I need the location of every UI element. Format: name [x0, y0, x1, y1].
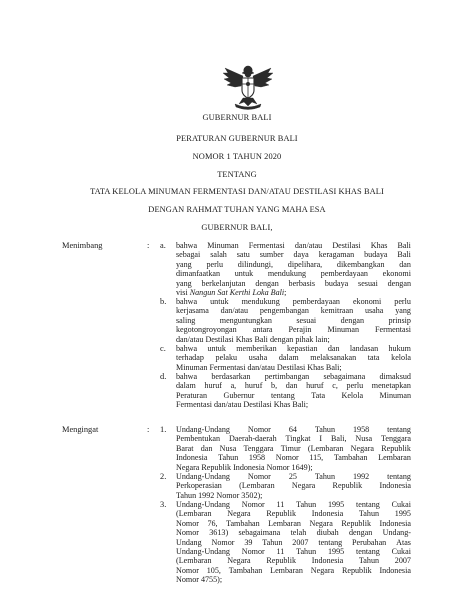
menimbang-marker-d: d.: [160, 372, 167, 381]
mengingat-1-line-4: Indonesia Tahun 1958 Nomor 115, Tambahan Lembaran: [176, 453, 411, 463]
mengingat-label: Mengingat: [62, 425, 99, 434]
regulation-title: PERATURAN GUBERNUR BALI: [176, 134, 298, 143]
mengingat-3-line-5: Undang Nomor 39 Tahun 2007 tentang Perubahan Atas: [176, 537, 411, 547]
mengingat-marker-2: 2.: [160, 472, 167, 481]
menimbang-marker-c: c.: [160, 344, 166, 353]
menimbang-marker-a: a.: [160, 241, 166, 250]
governor-signatory: GUBERNUR BALI,: [201, 223, 273, 232]
menimbang-d-line-4: Fermentasi dan/atau Destilasi Khas Bali;: [176, 400, 309, 410]
menimbang-label: Menimbang: [62, 241, 103, 250]
menimbang-a-line-2: sebagai salah satu sumber daya keragaman budaya Bali: [176, 250, 411, 260]
menimbang-b-line-4: kegotongroyongan antara Perajin Minuman Fermentasi: [176, 325, 411, 335]
mengingat-3-line-7: (Lembaran Negara Republik Indonesia Tahun 2007: [176, 556, 411, 566]
menimbang-a-line-5: yang berkelanjutan dengan berbasis budaya sesuai dengan: [176, 278, 411, 288]
menimbang-d-line-1: bahwa berdasarkan pertimbangan sebagaimana dimaksud: [176, 372, 411, 381]
mengingat-marker-1: 1.: [160, 425, 167, 434]
menimbang-d-line-2: dalam huruf a, huruf b, dan huruf c, perlu menetapkan: [176, 381, 411, 391]
mengingat-marker-3: 3.: [160, 500, 167, 509]
about-heading: TENTANG: [217, 170, 257, 179]
menimbang-colon: :: [147, 241, 150, 250]
regulation-number: NOMOR 1 TAHUN 2020: [192, 152, 282, 161]
menimbang-b-line-5: dan/atau Destilasi Khas Bali dengan pihak lain;: [176, 334, 330, 344]
menimbang-b-line-1: bahwa untuk mendukung pemberdayaan ekonomi perlu: [176, 297, 411, 306]
mengingat-2-line-1: Undang-Undang Nomor 25 Tahun 1992 tentang: [176, 472, 411, 481]
mengingat-3-line-1: Undang-Undang Nomor 11 Tahun 1995 tentang Cukai: [176, 500, 411, 509]
menimbang-a-line-4: dimanfaatkan untuk mendukung pemberdayaan ekonomi: [176, 269, 411, 279]
menimbang-c-line-2: terhadap pelaku usaha dalam melaksanakan tata kelola: [176, 353, 411, 363]
menimbang-a-line-6: visi Nangun Sat Kerthi Loka Bali;: [176, 288, 287, 297]
mengingat-1-line-5: Negara Republik Indonesia Nomor 1649);: [176, 462, 313, 472]
mengingat-1-line-1: Undang-Undang Nomor 64 Tahun 1958 tentang: [176, 425, 411, 434]
menimbang-d-line-3: Peraturan Gubernur tentang Tata Kelola Minuman: [176, 390, 411, 400]
mengingat-3-line-4: Nomor 3613) sebagaimana telah diubah dengan Undang-: [176, 528, 411, 538]
governor-heading: GUBERNUR BALI: [202, 113, 272, 122]
menimbang-marker-b: b.: [160, 297, 167, 306]
mengingat-3-line-6: Undang-Undang Nomor 11 Tahun 1995 tentang Cukai: [176, 547, 411, 556]
mengingat-3-line-8: Nomor 105, Tambahan Lembaran Negara Republik Indonesia: [176, 565, 411, 575]
mengingat-3-line-2: (Lembaran Negara Republik Indonesia Tahun 1995: [176, 509, 411, 519]
mengingat-1-line-2: Pembentukan Daerah-daerah Tingkat I Bali, Nusa Tenggara: [176, 434, 411, 444]
mengingat-2-line-2: Perkoperasian (Lembaran Negara Republik Indonesia: [176, 481, 411, 491]
grace-statement: DENGAN RAHMAT TUHAN YANG MAHA ESA: [148, 205, 326, 214]
regulation-subject: TATA KELOLA MINUMAN FERMENTASI DAN/ATAU DESTILASI KHAS BALI: [90, 187, 384, 196]
menimbang-c-line-3: Minuman Fermentasi dan/atau Destilasi Khas Bali;: [176, 362, 342, 372]
mengingat-colon: :: [147, 425, 150, 434]
mengingat-1-line-3: Barat dan Nusa Tenggara Timur (Lembaran Negara Republik: [176, 443, 411, 453]
garuda-emblem-icon: [221, 62, 275, 112]
menimbang-c-line-1: bahwa untuk memberikan kepastian dan landasan hukum: [176, 344, 411, 353]
mengingat-2-line-3: Tahun 1992 Nomor 3502);: [176, 490, 263, 500]
menimbang-a-line-1: bahwa Minuman Fermentasi dan/atau Destilasi Khas Bali: [176, 241, 411, 250]
menimbang-b-line-2: kerjasama dan/atau pengembangan kemitraan usaha yang: [176, 306, 411, 316]
menimbang-b-line-3: saling menguntungkan sesuai dengan prinsip: [176, 315, 411, 325]
mengingat-3-line-3: Nomor 76, Tambahan Lembaran Negara Republik Indonesia: [176, 518, 411, 528]
menimbang-a-line-3: yang perlu dilindungi, dipelihara, dikembangkan dan: [176, 259, 411, 269]
mengingat-3-line-9: Nomor 4755);: [176, 575, 223, 585]
